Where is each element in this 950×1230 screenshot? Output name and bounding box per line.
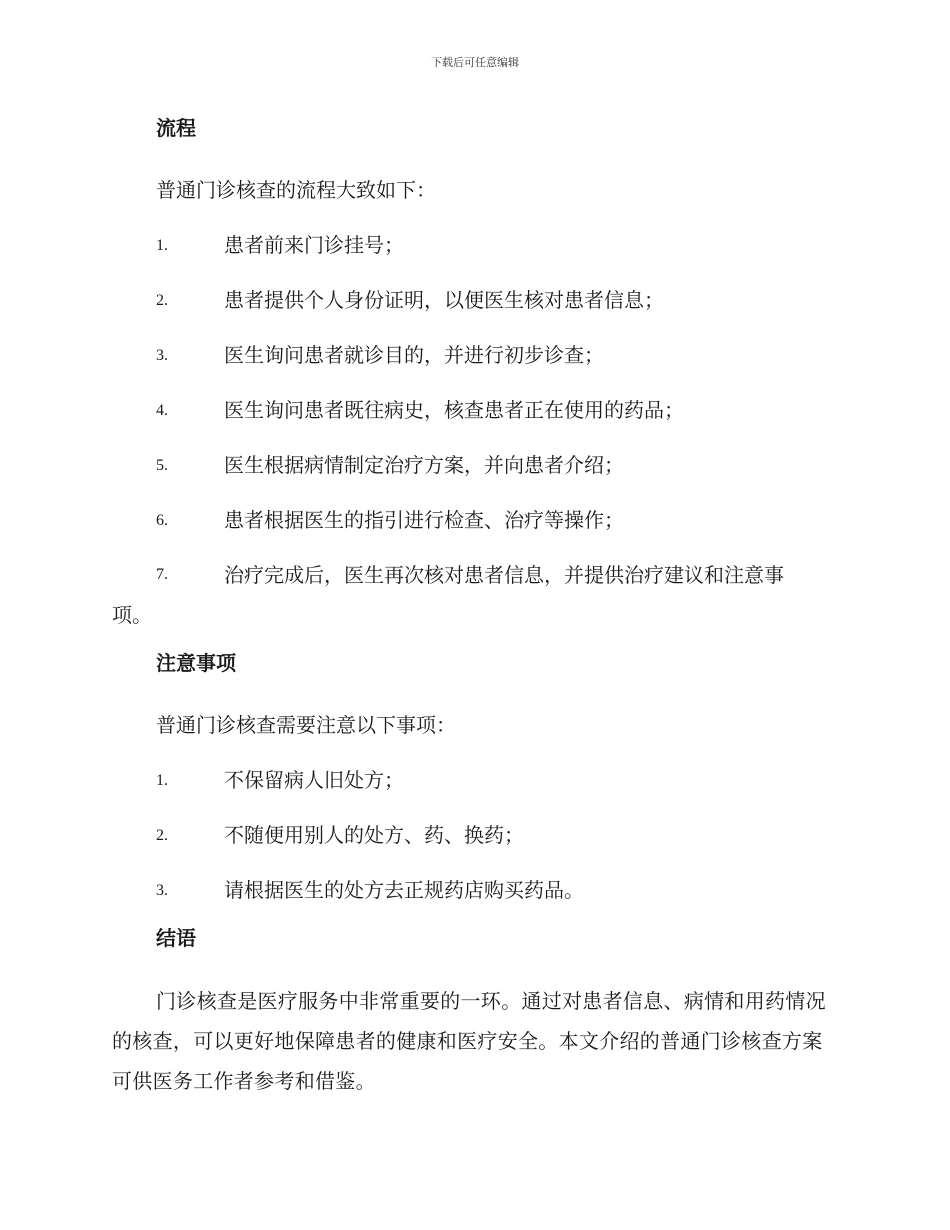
list-number: 4. <box>156 402 168 419</box>
list-number: 1. <box>156 772 168 789</box>
list-text: 不随便用别人的处方、药、换药； <box>224 823 524 847</box>
conclusion-paragraph: 门诊核查是医疗服务中非常重要的一环。通过对患者信息、病情和用药情况的核查，可以更好地保障患者的健康和医疗安全。本文介绍的普通门诊核查方案可供医务工作者参考和借鉴。 <box>112 989 826 1093</box>
list-text: 患者提供个人身份证明，以便医生核对患者信息； <box>224 288 664 312</box>
list-number: 2. <box>156 827 168 844</box>
list-text: 患者前来门诊挂号； <box>224 233 404 257</box>
list-item <box>112 808 837 863</box>
process-intro: 普通门诊核查的流程大致如下： <box>156 178 436 202</box>
section-heading-conclusion: 结语 <box>156 926 196 950</box>
list-number: 2. <box>156 292 168 309</box>
list-number: 6. <box>156 512 168 529</box>
list-number: 3. <box>156 882 168 899</box>
list-text: 医生询问患者就诊目的，并进行初步诊查； <box>224 343 604 367</box>
list-item <box>112 438 837 493</box>
section-heading-notes: 注意事项 <box>156 651 236 675</box>
list-text: 患者根据医生的指引进行检查、治疗等操作； <box>224 508 624 532</box>
list-text-continuation: 项。 <box>112 603 152 627</box>
document-content <box>112 108 837 1101</box>
section-heading-process: 流程 <box>156 116 196 140</box>
list-item <box>112 218 837 273</box>
list-number: 1. <box>156 237 168 254</box>
list-item <box>112 328 837 383</box>
list-item <box>112 863 837 918</box>
notes-intro: 普通门诊核查需要注意以下事项： <box>156 713 456 737</box>
list-text: 医生询问患者既往病史，核查患者正在使用的药品； <box>224 398 684 422</box>
list-item <box>112 273 837 328</box>
list-number: 5. <box>156 457 168 474</box>
list-item <box>112 493 837 548</box>
list-text: 请根据医生的处方去正规药店购买药品。 <box>224 878 584 902</box>
list-item <box>112 753 837 808</box>
list-item-wrapped <box>112 555 837 635</box>
list-number: 7. <box>156 566 168 583</box>
list-number: 3. <box>156 347 168 364</box>
list-text: 医生根据病情制定治疗方案，并向患者介绍； <box>224 453 624 477</box>
list-text: 治疗完成后，医生再次核对患者信息，并提供治疗建议和注意事 <box>224 563 784 587</box>
page-header-note: 下载后可任意编辑 <box>431 56 519 69</box>
list-text: 不保留病人旧处方； <box>224 768 404 792</box>
list-item <box>112 383 837 438</box>
